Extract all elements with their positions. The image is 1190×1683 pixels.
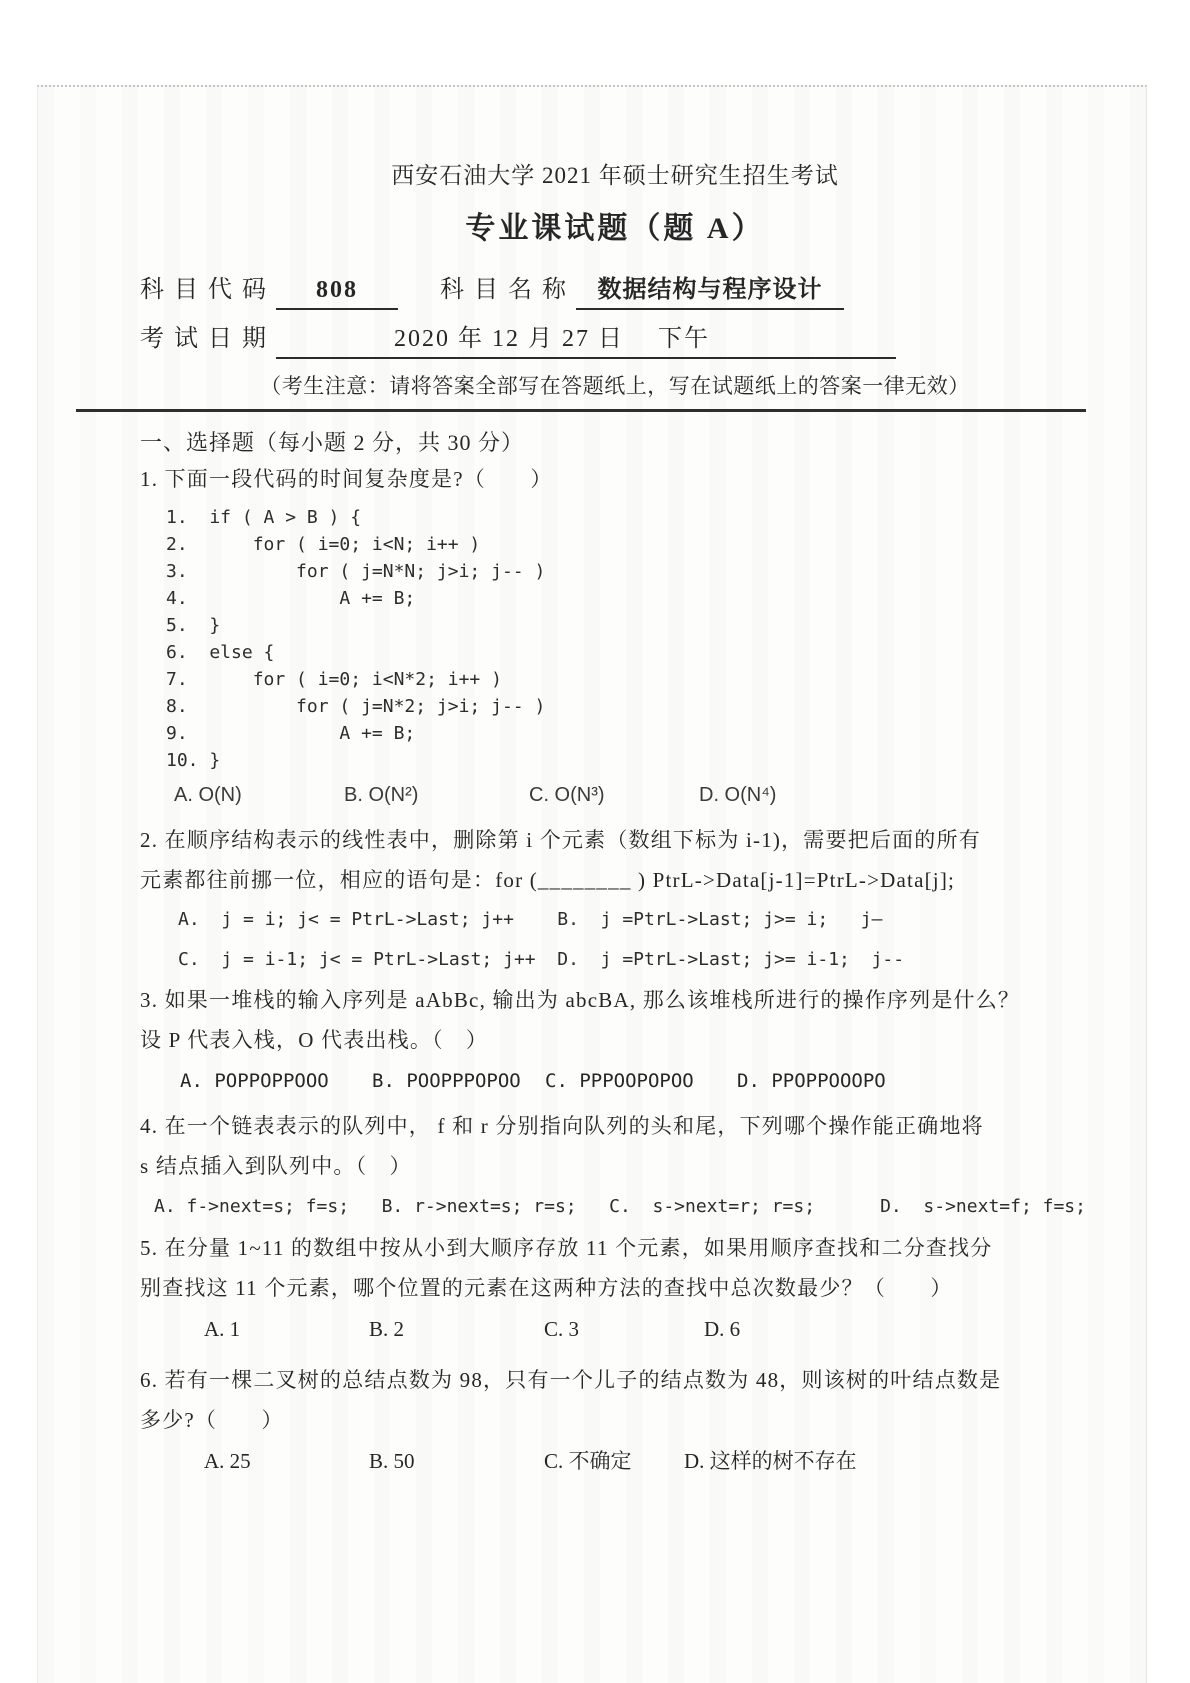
subject-code-label: 科 目 代 码: [140, 277, 268, 303]
question-4-line2: s 结点插入到队列中。（ ）: [140, 1154, 412, 1178]
question-5-line1: 5. 在分量 1~11 的数组中按从小到大顺序存放 11 个元素，如果用顺序查找和二分查找分: [140, 1236, 993, 1260]
code-line: 2. for ( i=0; i<N; i++ ): [166, 534, 481, 555]
exam-title-line1: 西安石油大学 2021 年硕士研究生招生考试: [391, 163, 839, 188]
subject-row: [140, 273, 1090, 310]
code-line: 6. else {: [166, 642, 275, 663]
option-d: D. 6: [704, 1317, 741, 1341]
question-4: [140, 1106, 1090, 1228]
exam-paper: [37, 85, 1147, 1683]
code-line: 7. for ( i=0; i<N*2; i++ ): [166, 669, 502, 690]
question-2-options-row1: A. j = i; j< = PtrL->Last; j++ B. j =PtrL->Last; j>= i; j—: [178, 909, 883, 930]
question-1: [140, 462, 1090, 810]
option-b: B. O(N²): [344, 784, 419, 806]
question-5: [140, 1228, 1090, 1350]
option-a: A. 25: [204, 1449, 251, 1473]
subject-name-label: 科 目 名 称: [440, 277, 568, 303]
option-b: B. POOPPPOPOO: [372, 1070, 521, 1092]
option-c: C. 不确定: [544, 1449, 632, 1473]
question-2-options-row2: C. j = i-1; j< = PtrL->Last; j++ D. j =PtrL->Last; j>= i-1; j--: [178, 949, 905, 970]
question-6: [140, 1360, 1090, 1482]
code-line: 10. }: [166, 750, 221, 771]
subject-name-value: 数据结构与程序设计: [576, 273, 844, 310]
exam-content: [38, 87, 1146, 1482]
option-a: A. O(N): [174, 784, 242, 806]
subject-code-value: 808: [276, 273, 398, 310]
code-line: 1. if ( A > B ) {: [166, 507, 362, 528]
question-4-options: A. f->next=s; f=s; B. r->next=s; r=s; C. s->next=r; r=s; D. s->next=f; f=s;: [154, 1196, 1086, 1217]
exam-date-value: 2020 年 12 月 27 日 下午: [276, 322, 896, 359]
code-line: 5. }: [166, 615, 221, 636]
question-1-code-block: [166, 504, 1090, 774]
option-c: C. 3: [544, 1317, 580, 1341]
question-3-options: [140, 1064, 1090, 1098]
question-2-line1: 2. 在顺序结构表示的线性表中，删除第 i 个元素（数组下标为 i-1)，需要把后面的所有: [140, 828, 981, 852]
question-3: [140, 980, 1090, 1098]
question-3-line2: 设 P 代表入栈，O 代表出栈。（ ）: [140, 1028, 489, 1052]
option-c: C. O(N³): [529, 784, 605, 806]
question-3-line1: 3. 如果一堆栈的输入序列是 aAbBc, 输出为 abcBA, 那么该堆栈所进行的操作序列是什么？: [140, 988, 1021, 1012]
question-6-options: [140, 1440, 1090, 1482]
option-b: B. 2: [369, 1317, 405, 1341]
question-2-line2: 元素都往前挪一位，相应的语句是：for (________ ) PtrL->Data[j-1]=PtrL->Data[j];: [140, 868, 956, 892]
exam-date-label: 考 试 日 期: [140, 326, 268, 352]
question-2: [140, 820, 1090, 980]
divider-rule: [76, 409, 1086, 412]
option-d: D. PPOPPOOOPO: [737, 1070, 886, 1092]
question-5-line2: 别查找这 11 个元素，哪个位置的元素在这两种方法的查找中总次数最少？（ ）: [140, 1276, 953, 1300]
code-line: 4. A += B;: [166, 588, 416, 609]
question-1-stem: 1. 下面一段代码的时间复杂度是?（ ）: [140, 467, 553, 491]
exam-date-row: [140, 322, 1090, 359]
question-5-options: [140, 1308, 1090, 1350]
candidate-notice: （考生注意：请将答案全部写在答题纸上，写在试题纸上的答案一律无效）: [260, 374, 970, 398]
exam-title-line2: 专业课试题（题 A）: [465, 212, 765, 245]
code-line: 3. for ( j=N*N; j>i; j-- ): [166, 561, 546, 582]
question-6-line2: 多少?（ ）: [140, 1408, 284, 1432]
question-4-line1: 4. 在一个链表表示的队列中， f 和 r 分别指向队列的头和尾，下列哪个操作能正确地将: [140, 1114, 984, 1138]
option-a: A. 1: [204, 1317, 241, 1341]
code-line: 9. A += B;: [166, 723, 416, 744]
question-6-line1: 6. 若有一棵二叉树的总结点数为 98，只有一个儿子的结点数为 48，则该树的叶结点数是: [140, 1368, 1002, 1392]
option-d: D. 这样的树不存在: [684, 1449, 857, 1473]
option-c: C. PPPOOPOPOO: [545, 1070, 694, 1092]
code-line: 8. for ( j=N*2; j>i; j-- ): [166, 696, 546, 717]
option-b: B. 50: [369, 1449, 415, 1473]
section-heading: 一、选择题（每小题 2 分，共 30 分）: [140, 430, 525, 455]
option-a: A. POPPOPPOOO: [180, 1070, 329, 1092]
option-d: D. O(N⁴): [699, 784, 777, 806]
question-1-options: [140, 780, 1090, 810]
